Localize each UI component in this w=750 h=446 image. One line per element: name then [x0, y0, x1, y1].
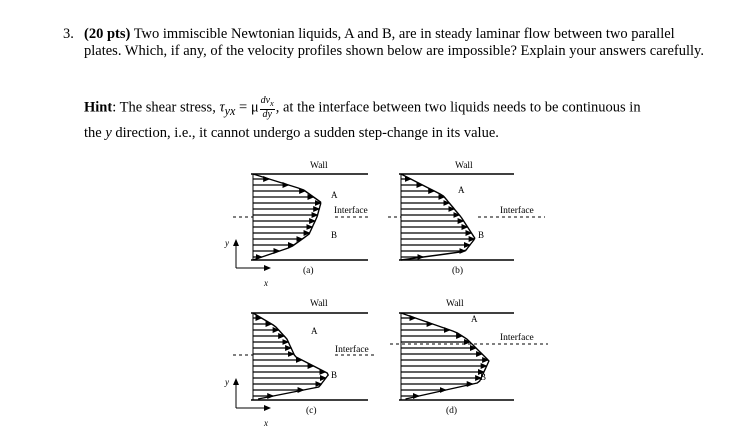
- hint-text-before: : The shear stress,: [112, 99, 220, 116]
- interface-label: Interface: [334, 206, 368, 216]
- interface-label: Interface: [335, 345, 369, 355]
- velocity-profile-figure: [233, 313, 375, 400]
- hint-text-line1-end: , at the interface between two liquids needs to be continuous in: [275, 99, 641, 116]
- tau-symbol: τ: [219, 99, 225, 116]
- interface-label: Interface: [500, 333, 534, 343]
- fluid-b-label: B: [478, 230, 485, 240]
- velocity-profile-figure: [388, 174, 545, 260]
- frac-denominator: dy: [262, 109, 272, 120]
- fluid-a-label: A: [471, 314, 478, 324]
- velocity-profile-curve: [253, 174, 321, 260]
- fluid-a-label: A: [331, 190, 338, 200]
- velocity-profile-figure: [390, 313, 548, 400]
- question-points: (20 pts): [84, 26, 131, 42]
- y-axis-label: y: [225, 377, 229, 387]
- frac-numerator: dv: [260, 95, 271, 106]
- figure-caption: (c): [306, 406, 317, 416]
- hint-label: Hint: [84, 99, 113, 116]
- velocity-profile-figure: [233, 174, 370, 260]
- frac-numerator-sub: x: [270, 99, 274, 108]
- y-variable: y: [105, 125, 112, 142]
- interface-label: Interface: [500, 206, 534, 216]
- x-axis-label: x: [264, 418, 268, 428]
- figure-caption: (a): [303, 266, 314, 276]
- wall-label: Wall: [310, 299, 328, 309]
- wall-label: Wall: [455, 161, 473, 171]
- fluid-b-label: B: [480, 372, 487, 382]
- hint-text-line2b: direction, i.e., it cannot undergo a sudden step-change in its value.: [111, 125, 499, 142]
- wall-label: Wall: [310, 161, 328, 171]
- equals-mu: = μ: [235, 99, 259, 116]
- fluid-b-label: B: [331, 370, 338, 380]
- figure-caption: (d): [446, 406, 458, 416]
- tau-subscript: yx: [224, 104, 236, 119]
- question-number: 3.: [63, 26, 74, 42]
- x-axis-label: x: [264, 278, 268, 288]
- velocity-profile-curve: [401, 313, 489, 399]
- wall-label: Wall: [446, 299, 464, 309]
- figure-caption: (b): [452, 266, 464, 276]
- hint-text-line2a: the: [84, 125, 106, 142]
- y-axis-label: y: [225, 238, 229, 248]
- fluid-b-label: B: [331, 230, 338, 240]
- fluid-a-label: A: [311, 326, 318, 336]
- fluid-a-label: A: [458, 185, 465, 195]
- question-body: Two immiscible Newtonian liquids, A and B, are in steady laminar flow between two parallel plates. Which, if any, of the velocity profiles shown below are impossible? Explain your answers carefully.: [84, 26, 704, 59]
